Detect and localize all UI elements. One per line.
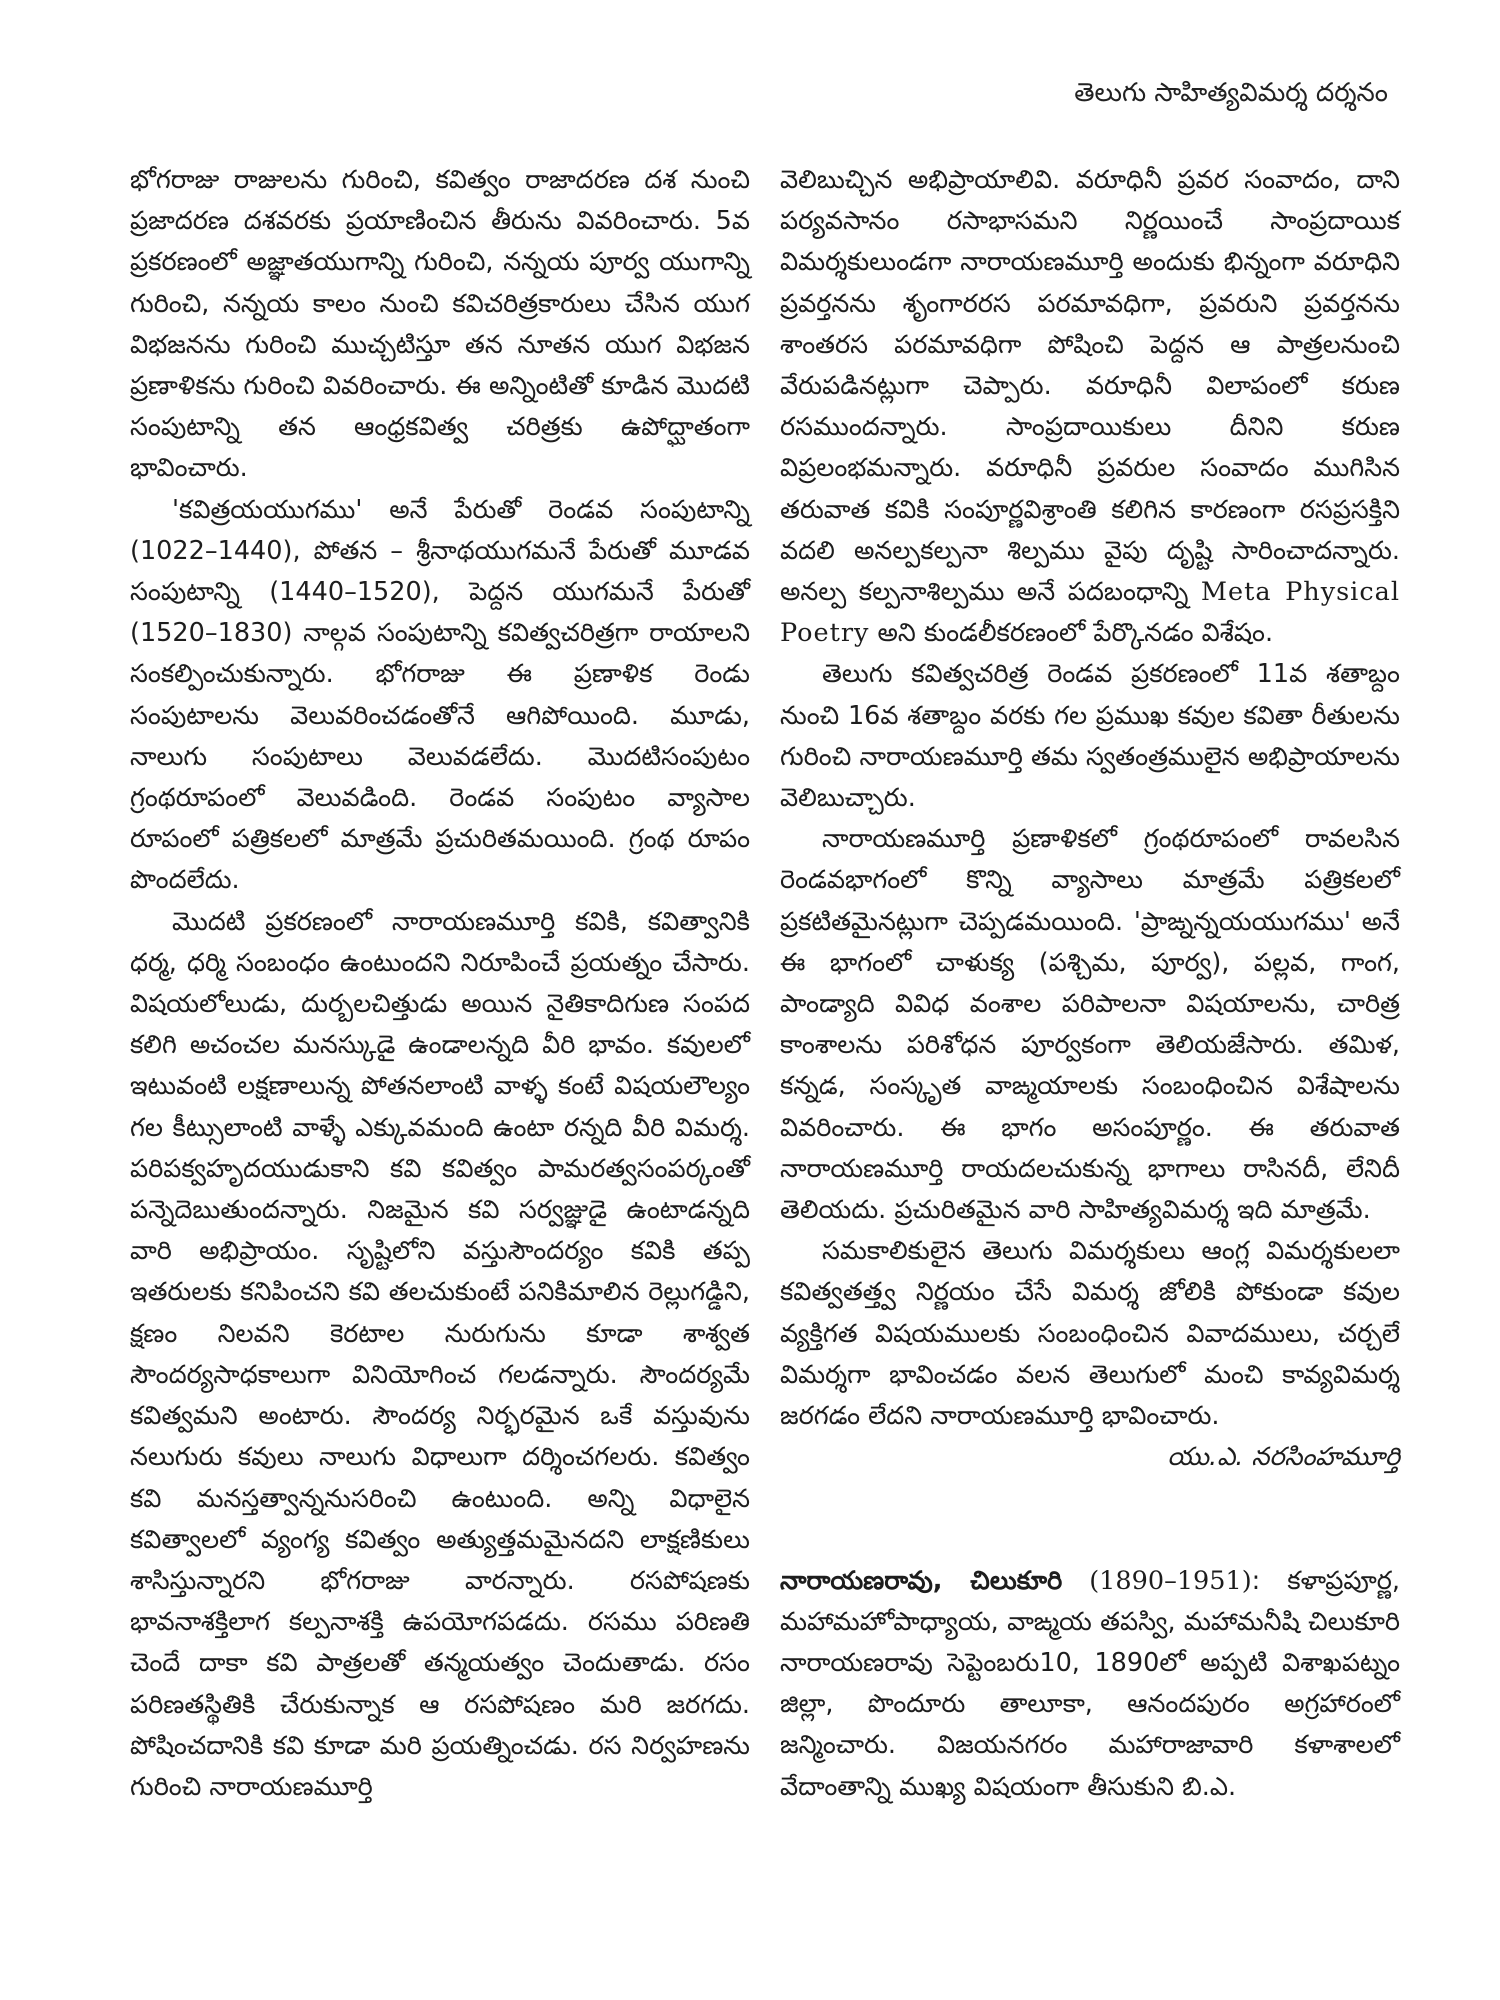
paragraph: భోగరాజు రాజులను గురించి, కవిత్వం రాజాదరణ దశ నుంచి ప్రజాదరణ దశవరకు ప్రయాణించిన తీరును వివరించారు. 5వ ప్రకరణంలో అజ్ఞాతయుగాన్ని గురించి, నన్నయ పూర్వ యుగాన్ని గురించి, నన్నయ కాలం నుంచి కవిచరిత్రకారులు చేసిన యుగ విభజనను గురించి ముచ్చటిస్తూ తన నూతన యుగ విభజన ప్రణాళికను గురించి వివరించారు. ఈ అన్నింటితో కూడిన మొదటి సంపుటాన్ని తన ఆంధ్రకవిత్వ చరిత్రకు ఉపోద్ఘాతంగా భావించారు. [130,165,750,484]
paragraph-text: అని కుండలీకరణంలో పేర్కొనడం విశేషం. [877,618,1274,649]
latin-term: Meta Physical Poetry [780,577,1400,649]
running-head: తెలుగు సాహిత్యవిమర్శ దర్శనం [1074,78,1388,108]
entry-dates: (1890–1951) [1089,1565,1252,1596]
author-signature: యు.ఎ. నరసింహమూర్తి [1167,1442,1400,1473]
paragraph: నారాయణమూర్తి ప్రణాళికలో గ్రంథరూపంలో రావలసిన రెండవభాగంలో కొన్ని వ్యాసాలు మాత్రమే పత్రికలలో ప్రకటితమైనట్లుగా చెప్పడమయింది. 'ప్రాఙ్నన్నయయుగము' అనే ఈ భాగంలో చాళుక్య (పశ్చిమ, పూర్వ), పల్లవ, గాంగ, పాండ్యాది వివిధ వంశాల పరిపాలనా విషయాలను, చారిత్ర కాంశాలను పరిశోధన పూర్వకంగా తెలియజేసారు. తమిళ, కన్నడ, సంస్కృత వాఙ్మయాలకు సంబంధించిన విశేషాలను వివరించారు. ఈ భాగం అసంపూర్ణం. ఈ తరువాత నారాయణమూర్తి రాయదలచుకున్న భాగాలు రాసినదీ, లేనిదీ తెలియదు. ప్రచురితమైన వారి సాహిత్యవిమర్శ ఇది మాత్రమే. [780,824,1400,1226]
entry-heading: నారాయణరావు, చిలుకూరి [780,1565,1063,1596]
paragraph [780,160,1400,654]
paragraph: తెలుగు కవిత్వచరిత్ర రెండవ ప్రకరణంలో 11వ శతాబ్దం నుంచి 16వ శతాబ్దం వరకు గల ప్రముఖ కవుల కవితా రీతులను గురించి నారాయణమూర్తి తమ స్వతంత్రములైన అభిప్రాయాలను వెలిబుచ్చారు. [780,659,1400,814]
paragraph: మొదటి ప్రకరణంలో నారాయణమూర్తి కవికి, కవిత్వానికి ధర్మ, ధర్మి సంబంధం ఉంటుందని నిరూపించే ప్రయత్నం చేసారు. విషయలోలుడు, దుర్బలచిత్తుడు అయిన నైతికాదిగుణ సంపద కలిగి అచంచల మనస్కుడై ఉండాలన్నది వీరి భావం. కవులలో ఇటువంటి లక్షణాలున్న పోతనలాంటి వాళ్ళ కంటే విషయలౌల్యం గల కీట్సులాంటి వాళ్ళే ఎక్కువమంది ఉంటా రన్నది వీరి విమర్శ. పరిపక్వహృదయుడుకాని కవి కవిత్వం పామరత్వసంపర్కంతో పన్నెదెబుతుందన్నారు. నిజమైన కవి సర్వజ్ఞుడై ఉంటాడన్నది వారి అభిప్రాయం. సృష్టిలోని వస్తుసౌందర్యం కవికి తప్ప ఇతరులకు కనిపించని కవి తలచుకుంటే పనికిమాలిన రెల్లుగడ్డిని, క్షణం నిలవని కెరటాల నురుగును కూడా శాశ్వత సౌందర్యసాధకాలుగా వినియోగించ గలడన్నారు. సౌందర్యమే కవిత్వమని అంటారు. సౌందర్య నిర్భరమైన ఒకే వస్తువును నలుగురు కవులు నాలుగు విధాలుగా దర్శించగలరు. కవిత్వం కవి మనస్తత్వాన్ననుసరించి ఉంటుంది. అన్ని విధాలైన కవిత్వాలలో వ్యంగ్య కవిత్వం అత్యుత్తమమైనదని లాక్షణికులు శాసిస్తున్నారని భోగరాజు వారన్నారు. రసపోషణకు భావనాశక్తిలాగ కల్పనాశక్తి ఉపయోగపడదు. రసము పరిణతి చెందే దాకా కవి పాత్రలతో తన్మయత్వం చెందుతాడు. రసం పరిణతస్థితికి చేరుకున్నాక ఆ రసపోషణం మరి జరగదు. పోషించదానికి కవి కూడా మరి ప్రయత్నించడు. రస నిర్వహణను గురించి నారాయణమూర్తి [130,906,750,1802]
paragraph: సమకాలికులైన తెలుగు విమర్శకులు ఆంగ్ల విమర్శకులలా కవిత్వతత్త్వ నిర్ణయం చేసే విమర్శ జోలికి పోకుండా కవుల వ్యక్తిగత విషయములకు సంబంధించిన వివాదములు, చర్చలే విమర్శగా భావించడం వలన తెలుగులో మంచి కావ్యవిమర్శ జరగడం లేదని నారాయణమూర్తి భావించారు. [780,1236,1400,1432]
paragraph-text: వెలిబుచ్చిన అభిప్రాయాలివి. వరూధినీ ప్రవర సంవాదం, దాని పర్యవసానం రసాభాసమని నిర్ణయించే సాంప్రదాయిక విమర్శకులుండగా నారాయణమూర్తి అందుకు భిన్నంగా వరూధిని ప్రవర్తనను శృంగారరస పరమావధిగా, ప్రవరుని ప్రవర్తనను శాంతరస పరమావధిగా పోషించి పెద్దన ఆ పాత్రలనుంచి వేరుపడినట్లుగా చెప్పారు. వరూధినీ విలాపంలో కరుణ రసముందన్నారు. సాంప్రదాయికులు దీనిని కరుణ విప్రలంభమన్నారు. వరూధినీ ప్రవరుల సంవాదం ముగిసిన తరువాత కవికి సంపూర్ణవిశ్రాంతి కలిగిన కారణంగా రసప్రసక్తిని వదలి అనల్పకల్పనా శిల్పము వైపు దృష్టి సారించాదన్నారు. అనల్ప కల్పనాశిల్పము అనే పదబంధాన్ని [780,165,1400,608]
left-column [130,160,750,1808]
entry-body: : కళాప్రపూర్ణ, మహామహోపాధ్యాయ, వాఙ్మయ తపస్వి, మహామనీషి చిలుకూరి నారాయణరావు సెప్టెంబరు10, 1890లో అప్పటి విశాఖపట్నం జిల్లా, పొందూరు తాలూకా, ఆనందపురం అగ్రహారంలో జన్మించారు. విజయనగరం మహారాజావారి కళాశాలలో వేదాంతాన్ని ముఖ్య విషయంగా తీసుకుని బి.ఎ. [780,1565,1400,1802]
paragraph: 'కవిత్రయయుగము' అనే పేరుతో రెండవ సంపుటాన్ని (1022–1440), పోతన – శ్రీనాథయుగమనే పేరుతో మూడవ సంపుటాన్ని (1440–1520), పెద్దన యుగమనే పేరుతో (1520–1830) నాల్గవ సంపుటాన్ని కవిత్వచరిత్రగా రాయాలని సంకల్పించుకున్నారు. భోగరాజు ఈ ప్రణాళిక రెండు సంపుటాలను వెలువరించడంతోనే ఆగిపోయింది. మూడు, నాలుగు సంపుటాలు వెలువడలేదు. మొదటిసంపుటం గ్రంథరూపంలో వెలువడింది. రెండవ సంపుటం వ్యాసాల రూపంలో పత్రికలలో మాత్రమే ప్రచురితమయింది. గ్రంథ రూపం పొందలేదు. [130,494,750,896]
right-column [780,160,1400,1808]
entry-paragraph [780,1561,1400,1808]
spacer [780,1479,1400,1561]
